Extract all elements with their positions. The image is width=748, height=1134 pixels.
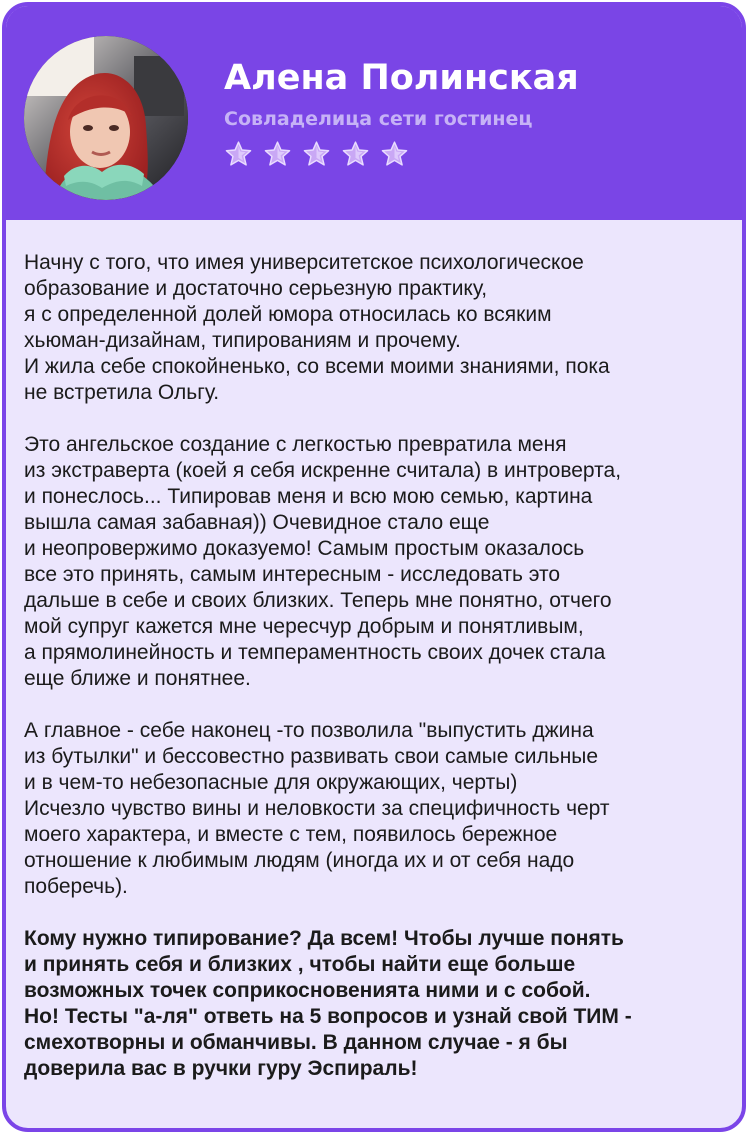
review-paragraph: Начну с того, что имея университетское психологическое образование и достаточно серьезную практику, я с определенной долей юмора относилась ко всяким хьюман-дизайнам, типированиям и прочему. И жила себе спокойненько, со всеми моими знаниями, пока не встретила Ольгу.	[24, 251, 610, 404]
avatar	[24, 36, 188, 200]
star-icon	[302, 140, 331, 169]
star-icon	[380, 140, 409, 169]
reviewer-name: Алена Полинская	[224, 58, 579, 98]
avatar-photo	[24, 36, 188, 200]
review-conclusion: Кому нужно типирование? Да всем! Чтобы лучше понять и принять себя и близких , чтобы найти еще больше возможных точек соприкосновенията ними и с собой. Но! Тесты "а-ля" ответь на 5 вопросов и узнай свой ТИМ - смехотворны и обманчивы. В данном случае - я бы доверила вас в ручки гуру Эспираль!	[24, 927, 632, 1080]
review-text	[24, 250, 740, 1082]
star-icon	[224, 140, 253, 169]
rating-stars	[224, 140, 409, 169]
review-paragraph: Это ангельское создание с легкостью превратила меня из экстраверта (коей я себя искренне считала) в интроверта, и понеслось... Типировав меня и всю мою семью, картина вышла самая забавная)) Очевидное стало еще и неопровержимо доказуемо! Самым простым оказалось все это принять, самым интересным - исследовать это дальше в себе и своих близких. Теперь мне понятно, отчего мой супруг кажется мне чересчур добрым и понятливым, а прямолинейность и темпераментность своих дочек стала еще ближе и понятнее.	[24, 433, 622, 690]
review-paragraph: А главное - себе наконец -то позволила "выпустить джина из бутылки" и бессовестно развивать свои самые сильные и в чем-то небезопасные для окружающих, черты) Исчезло чувство вины и неловкости за специфичность черт моего характера, и вместе с тем, появилось бережное отношение к любимым людям (иногда их и от себя надо поберечь).	[24, 719, 610, 898]
review-card	[2, 2, 746, 1132]
star-icon	[341, 140, 370, 169]
star-icon	[263, 140, 292, 169]
reviewer-role: Совладелица сети гостинец	[224, 108, 533, 130]
review-header	[6, 6, 742, 220]
